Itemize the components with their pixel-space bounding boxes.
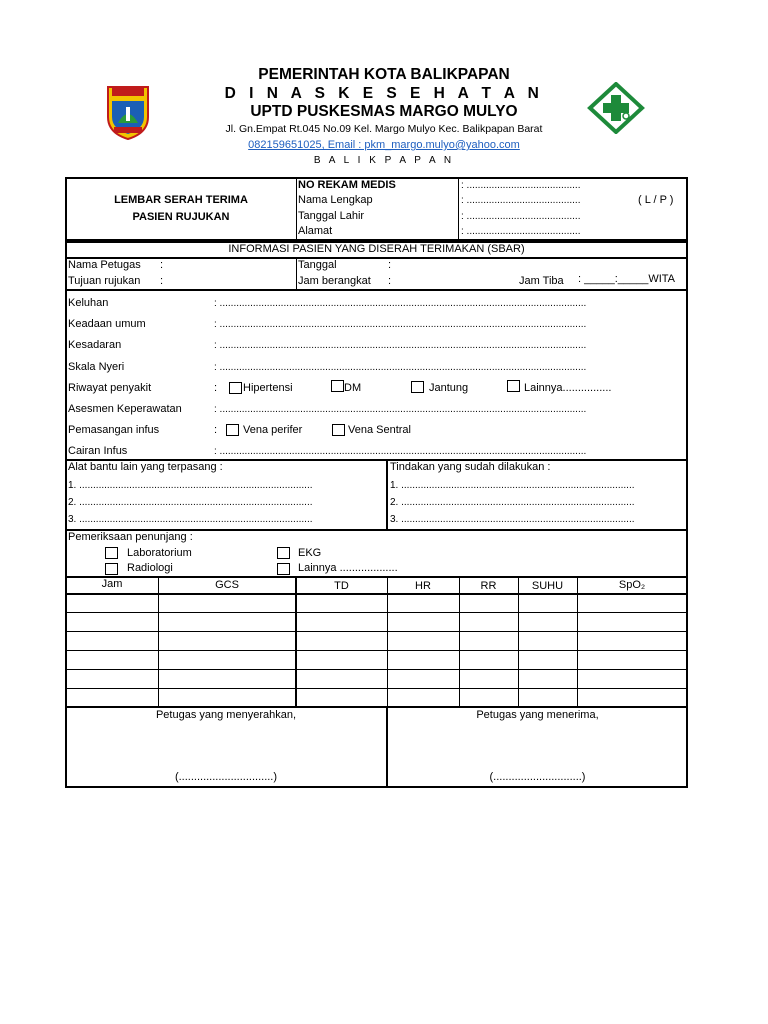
checkbox-jantung[interactable] — [411, 381, 424, 393]
field-kesadaran[interactable]: : .................................................................................................................................... — [214, 340, 587, 351]
label-jam-berangkat: Jam berangkat — [298, 275, 371, 287]
label-skala-nyeri: Skala Nyeri — [68, 361, 125, 373]
checkbox-radiologi[interactable] — [105, 563, 118, 575]
field-jam-tiba[interactable]: : _____:_____WITA — [578, 273, 676, 285]
form-title-2: PASIEN RUJUKAN — [132, 211, 230, 223]
tindakan-item-1[interactable]: 1. .................................................................................... — [390, 480, 635, 491]
vitals-header-hr: HR — [415, 580, 431, 592]
petugas-menyerahkan-label: Petugas yang menyerahkan, — [155, 709, 297, 721]
field-cairan-infus[interactable]: : .................................................................................................................................... — [214, 446, 587, 457]
label-asesmen-keperawatan: Asesmen Keperawatan — [68, 403, 182, 415]
option-laboratorium: Laboratorium — [127, 547, 192, 559]
checkbox-lainnya-riwayat[interactable] — [507, 380, 520, 392]
label-no-rekam-medis: NO REKAM MEDIS — [298, 179, 396, 191]
label-jam-tiba: Jam Tiba — [519, 275, 564, 287]
form-title-1: LEMBAR SERAH TERIMA — [114, 194, 248, 206]
field-keluhan[interactable]: : .................................................................................................................................... — [214, 298, 587, 309]
tindakan-item-2[interactable]: 2. .................................................................................... — [390, 497, 635, 508]
option-lainnya-riwayat: Lainnya................ — [524, 382, 612, 394]
option-hipertensi: Hipertensi — [243, 382, 293, 394]
field-skala-nyeri[interactable]: : .................................................................................................................................... — [214, 362, 587, 373]
institution-title: UPTD PUSKESMAS MARGO MULYO — [250, 103, 518, 120]
gov-title: PEMERINTAH KOTA BALIKPAPAN — [258, 66, 510, 83]
sbar-title: INFORMASI PASIEN YANG DISERAH TERIMAKAN (SBAR) — [228, 243, 525, 255]
label-kesadaran: Kesadaran — [68, 339, 122, 351]
label-tanggal: Tanggal — [298, 259, 337, 271]
alat-bantu-title: Alat bantu lain yang terpasang : — [68, 461, 223, 473]
vitals-header-td: TD — [334, 580, 349, 592]
option-lainnya-penunjang: Lainnya ................... — [298, 562, 398, 574]
field-no-rekam-medis[interactable]: : ......................................... — [461, 180, 581, 191]
option-vena-perifer: Vena perifer — [243, 424, 303, 436]
checkbox-vena-perifer[interactable] — [226, 424, 239, 436]
gender-field[interactable]: ( L / P ) — [638, 194, 674, 206]
label-tanggal-lahir: Tanggal Lahir — [298, 210, 365, 222]
label-tujuan-rujukan: Tujuan rujukan — [68, 275, 141, 287]
vitals-header-spo2: SpO₂ — [618, 579, 646, 591]
label-nama-petugas: Nama Petugas — [68, 259, 141, 271]
checkbox-dm[interactable] — [331, 380, 344, 392]
signature-menyerahkan[interactable]: (...............................) — [174, 771, 278, 783]
label-keadaan-umum: Keadaan umum — [68, 318, 146, 330]
tindakan-title: Tindakan yang sudah dilakukan : — [390, 461, 551, 473]
label-pemasangan-infus: Pemasangan infus — [68, 424, 160, 436]
city-text: B A L I K P A P A N — [313, 155, 455, 166]
department-title: D I N A S K E S E H A T A N — [224, 85, 544, 102]
label-cairan-infus: Cairan Infus — [68, 445, 128, 457]
contact-link[interactable]: 082159651025, Email : pkm_margo.mulyo@yahoo.com — [248, 139, 520, 151]
alat-item-3[interactable]: 3. .................................................................................... — [68, 514, 313, 525]
checkbox-hipertensi[interactable] — [229, 382, 242, 394]
checkbox-laboratorium[interactable] — [105, 547, 118, 559]
option-dm: DM — [344, 382, 362, 394]
field-tanggal-lahir[interactable]: : ......................................... — [461, 211, 581, 222]
field-keadaan-umum[interactable]: : .................................................................................................................................... — [214, 319, 587, 330]
vitals-header-suhu: SUHU — [531, 580, 564, 592]
alat-item-1[interactable]: 1. .................................................................................... — [68, 480, 313, 491]
option-ekg: EKG — [298, 547, 322, 559]
option-vena-sentral: Vena Sentral — [348, 424, 411, 436]
alat-item-2[interactable]: 2. .................................................................................... — [68, 497, 313, 508]
label-keluhan: Keluhan — [68, 297, 109, 309]
label-alamat: Alamat — [298, 225, 333, 237]
vitals-header-gcs: GCS — [215, 579, 239, 591]
option-radiologi: Radiologi — [127, 562, 173, 574]
option-jantung: Jantung — [429, 382, 469, 394]
label-nama-lengkap: Nama Lengkap — [298, 194, 373, 206]
vitals-header-rr: RR — [480, 580, 497, 592]
tindakan-item-3[interactable]: 3. .................................................................................... — [390, 514, 635, 525]
checkbox-vena-sentral[interactable] — [332, 424, 345, 436]
signature-menerima[interactable]: (.............................) — [489, 771, 586, 783]
label-riwayat-penyakit: Riwayat penyakit — [68, 382, 152, 394]
checkbox-ekg[interactable] — [277, 547, 290, 559]
vitals-header-jam: Jam — [101, 578, 123, 590]
field-alamat[interactable]: : ......................................... — [461, 226, 581, 237]
address-text: Jl. Gn.Empat Rt.045 No.09 Kel. Margo Mulyo Kec. Balikpapan Barat — [225, 123, 543, 135]
field-asesmen-keperawatan[interactable]: : .................................................................................................................................... — [214, 404, 587, 415]
checkbox-lainnya-penunjang[interactable] — [277, 563, 290, 575]
penunjang-title: Pemeriksaan penunjang : — [68, 531, 193, 543]
petugas-menerima-label: Petugas yang menerima, — [476, 709, 599, 721]
field-nama-lengkap[interactable]: : ......................................... — [461, 195, 581, 206]
